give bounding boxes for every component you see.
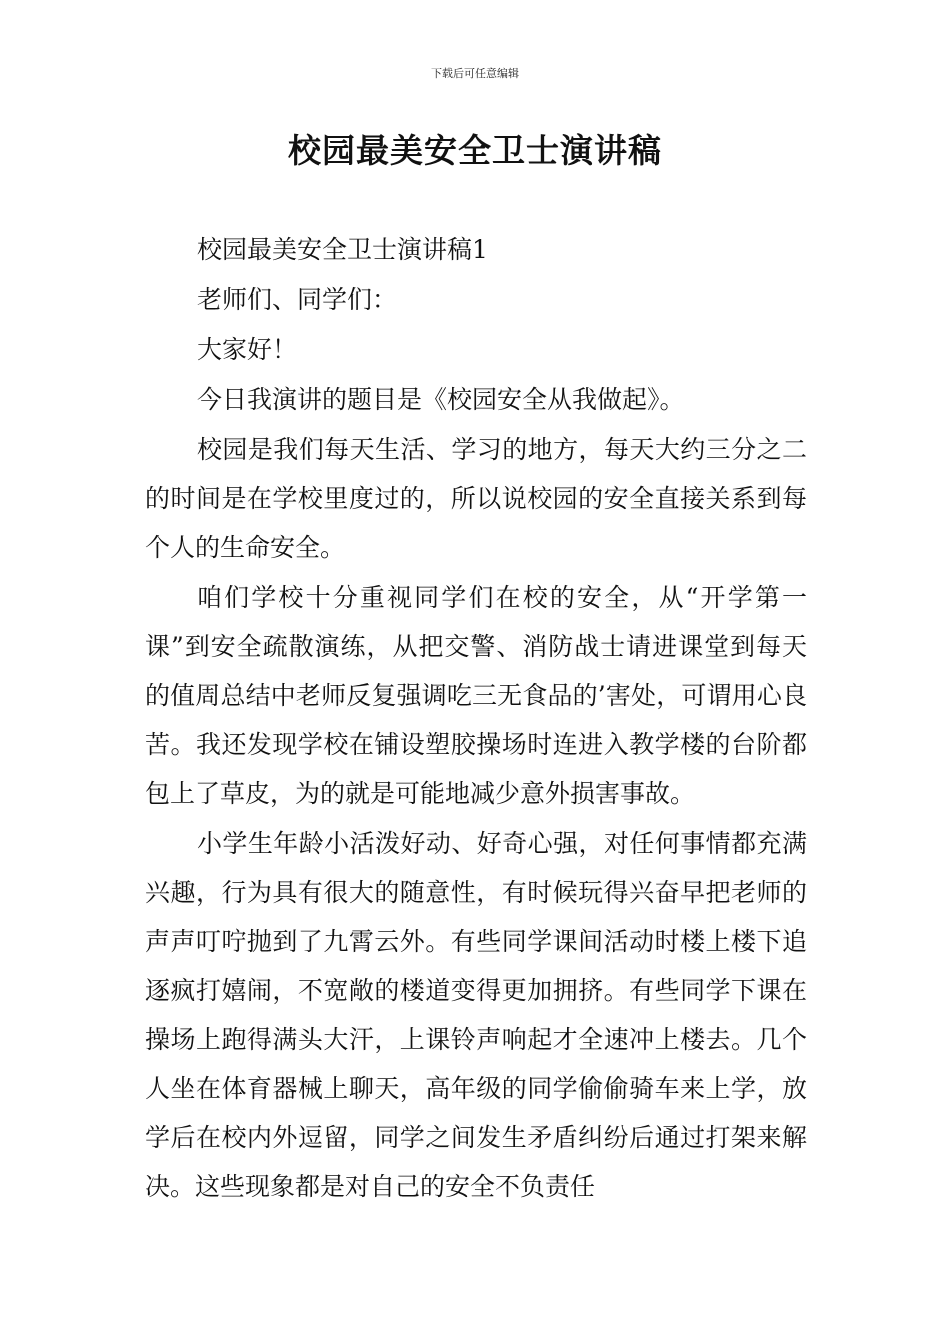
paragraph-body-2: 咱们学校十分重视同学们在校的安全，从“开学第一课”到安全疏散演练，从把交警、消防战士请进课堂到每天的值周总结中老师反复强调吃三无食品的’害处，可谓用心良苦。我还发现学校在铺设塑胶操场时连进入教学楼的台阶都包上了草皮，为的就是可能地减少意外损害事故。	[145, 583, 807, 808]
document-body	[145, 225, 807, 1212]
paragraph-salutation: 老师们、同学们：	[197, 285, 398, 314]
paragraph-heading: 校园最美安全卫士演讲稿1	[197, 235, 488, 264]
paragraph-body-1: 校园是我们每天生活、学习的地方，每天大约三分之二的时间是在学校里度过的，所以说校园的安全直接关系到每个人的生命安全。	[145, 435, 807, 562]
document-title: 校园最美安全卫士演讲稿	[288, 131, 662, 170]
paragraph-greeting: 大家好！	[197, 335, 298, 364]
header-note: 下载后可任意编辑	[431, 67, 519, 80]
paragraph-topic: 今日我演讲的题目是《校园安全从我做起》。	[197, 385, 685, 414]
paragraph-body-3: 小学生年龄小活泼好动、好奇心强，对任何事情都充满兴趣，行为具有很大的随意性，有时候玩得兴奋早把老师的声声叮咛抛到了九霄云外。有些同学课间活动时楼上楼下追逐疯打嬉闹，不宽敞的楼道变得更加拥挤。有些同学下课在操场上跑得满头大汗，上课铃声响起才全速冲上楼去。几个人坐在体育器械上聊天，高年级的同学偷偷骑车来上学，放学后在校内外逗留，同学之间发生矛盾纠纷后通过打架来解决。这些现象都是对自己的安全不负责任	[145, 829, 807, 1201]
